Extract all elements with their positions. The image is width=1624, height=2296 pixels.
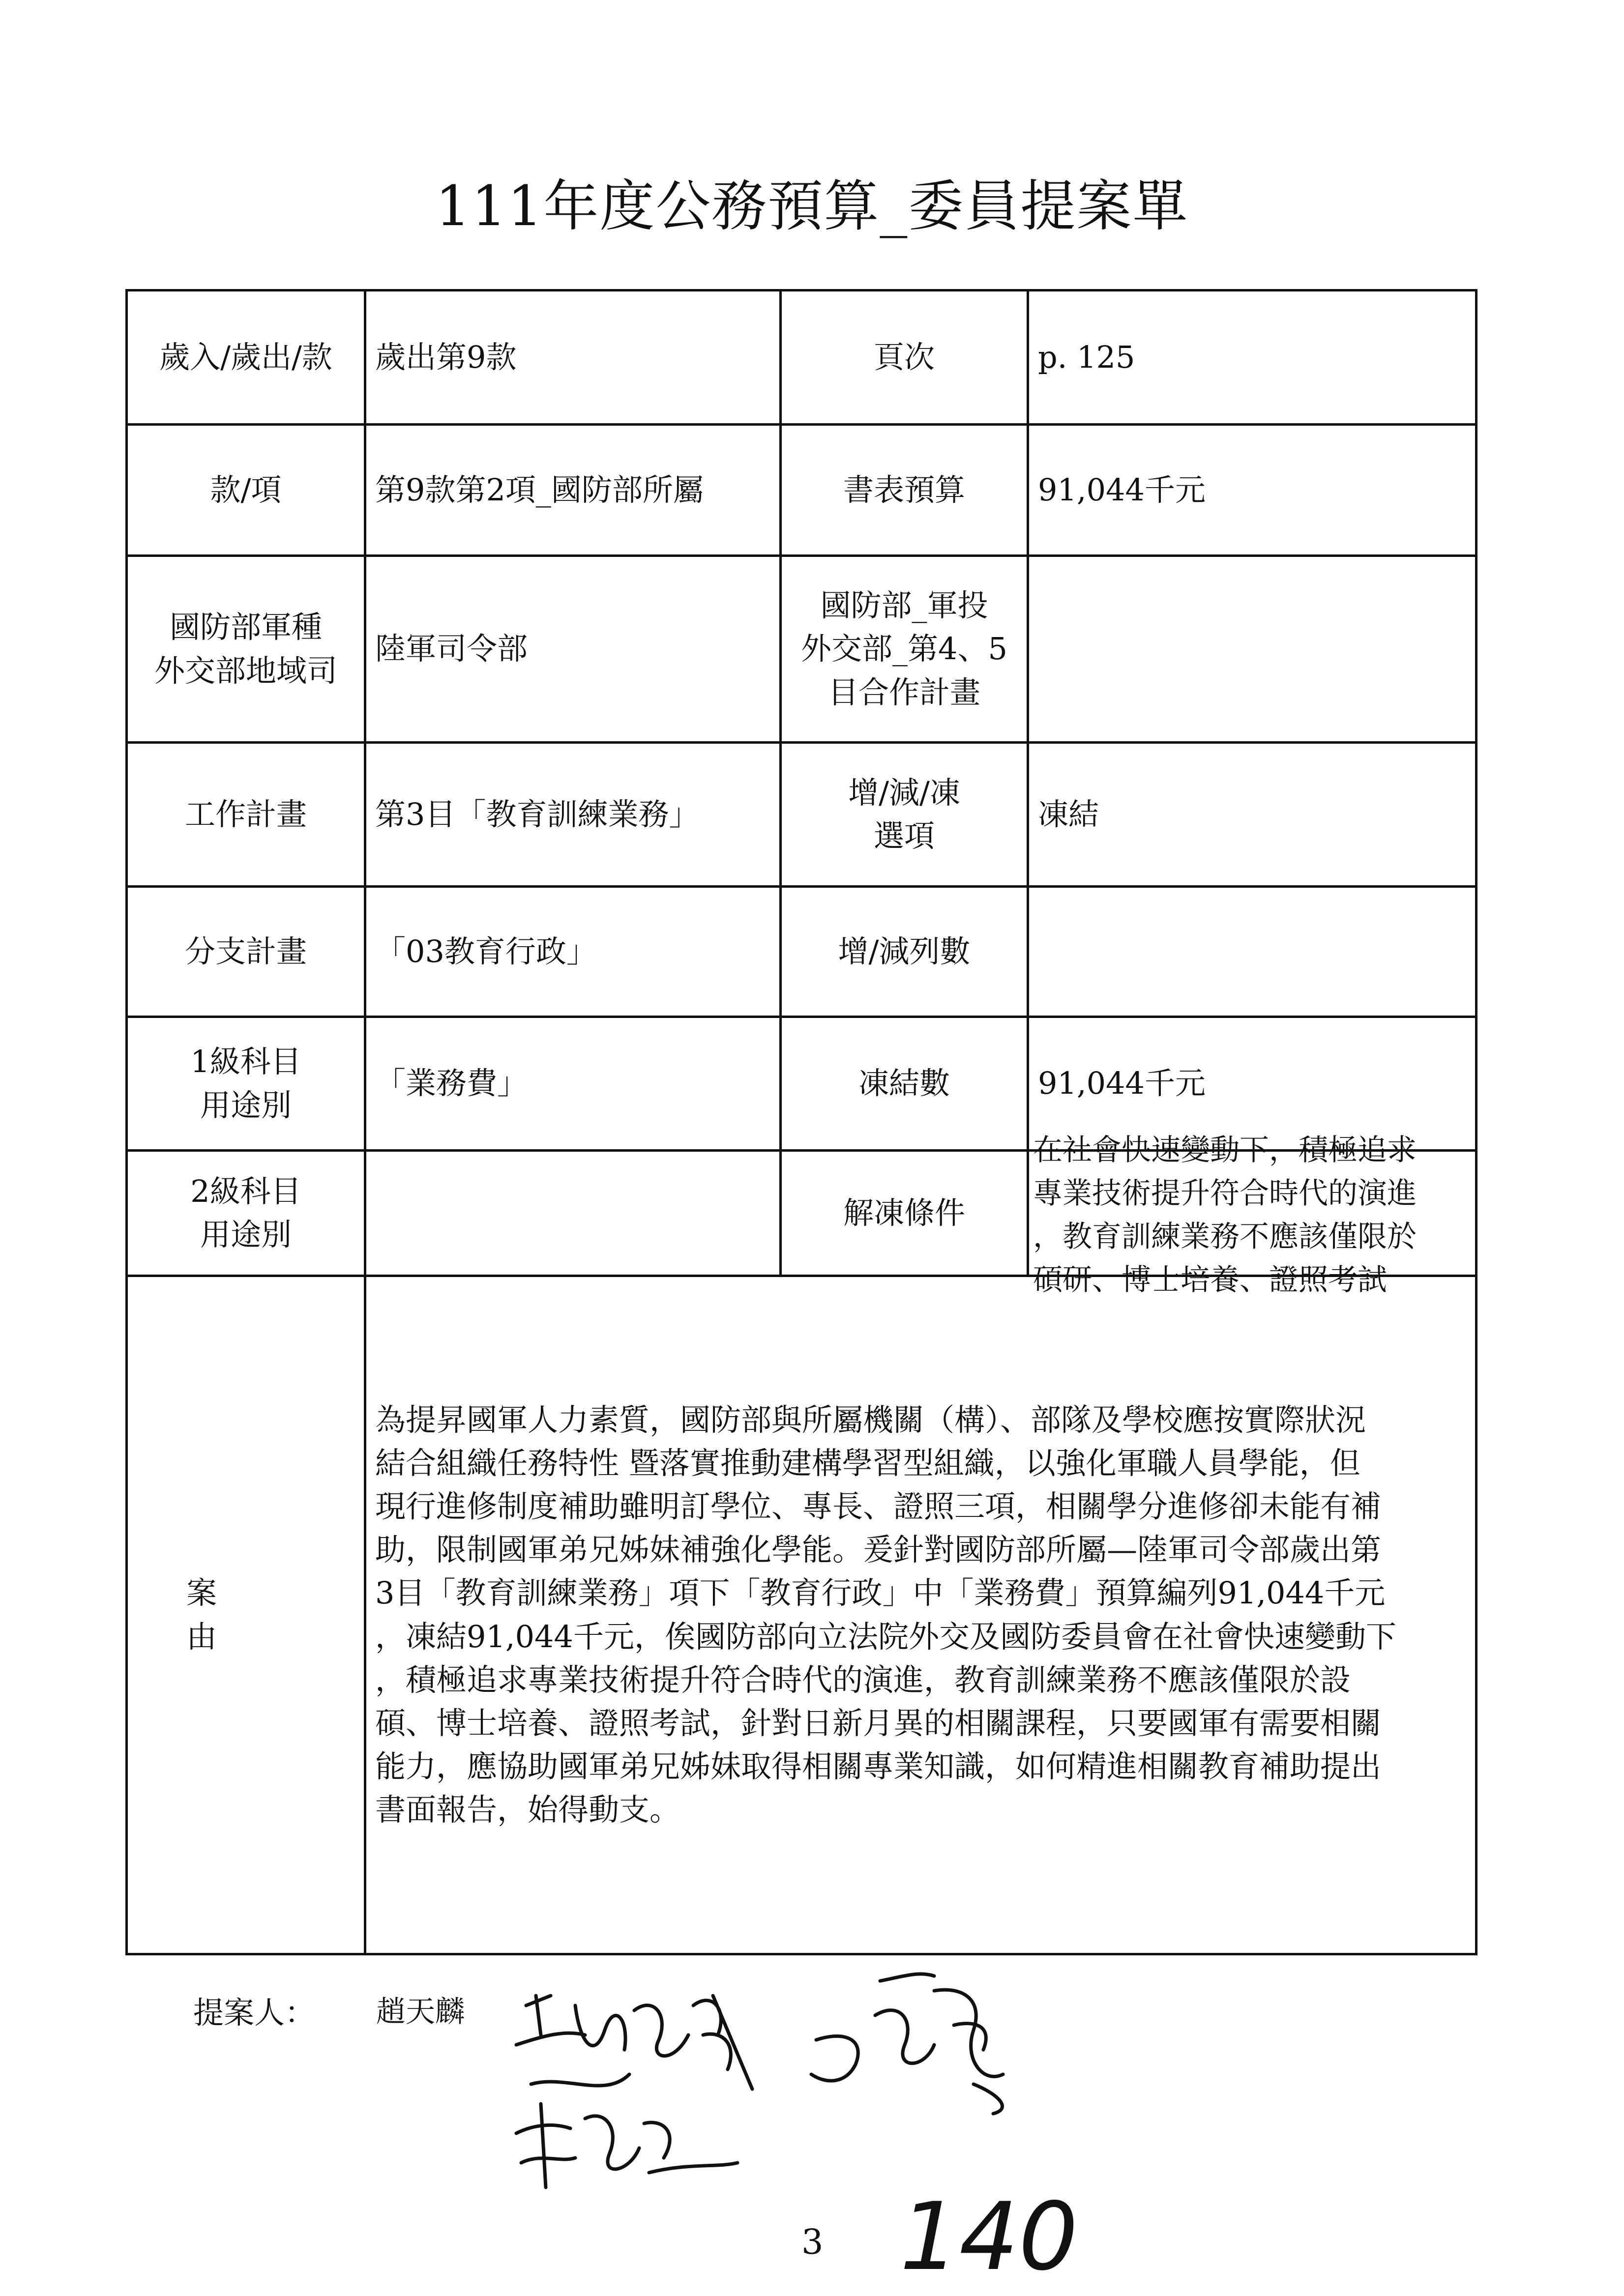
text-line: ，積極追求專業技術提升符合時代的演進，教育訓練業務不應該僅限於設 <box>375 1661 1351 1698</box>
signature-3-icon <box>502 2089 747 2202</box>
label-line: 2級科目 <box>190 1173 301 1209</box>
label-line: 目合作計畫 <box>827 674 980 710</box>
proposal-form-table <box>125 289 1477 1955</box>
table-row <box>127 887 1476 1017</box>
table-row <box>127 743 1476 887</box>
field-value: 「業務費」 <box>365 1017 781 1151</box>
field-value <box>365 1151 781 1276</box>
text-line: 專業技術提升符合時代的演進 <box>1033 1176 1417 1211</box>
field-label <box>127 556 365 743</box>
field-value: p. 125 <box>1028 291 1476 425</box>
label-line: 用途別 <box>200 1087 292 1123</box>
field-label: 解凍條件 <box>781 1151 1028 1276</box>
label-line: 外交部_第4、5 <box>801 631 1007 667</box>
field-label: 凍結數 <box>781 1017 1028 1151</box>
table-row <box>127 556 1476 743</box>
unfreeze-condition-clip <box>1033 1133 1471 1297</box>
field-label: 書表預算 <box>781 425 1028 556</box>
text-line: 助，限制國軍弟兄姊妹補強化學能。爰針對國防部所屬—陸軍司令部歲出第 <box>375 1532 1382 1568</box>
text-line: 為提昇國軍人力素質，國防部與所屬機關（構）、部隊及學校應按實際狀況 <box>375 1402 1366 1438</box>
field-label <box>127 1017 365 1151</box>
table-row <box>127 291 1476 425</box>
proposer-name: 趙天麟 <box>376 1995 465 2029</box>
field-label: 頁次 <box>781 291 1028 425</box>
field-value <box>1028 556 1476 743</box>
field-value: 凍結 <box>1028 743 1476 887</box>
table-row <box>127 1276 1476 1954</box>
proposer-label: 提案人： <box>193 1995 316 2031</box>
label-line: 外交部地域司 <box>154 652 337 689</box>
field-value: 第3目「教育訓練業務」 <box>365 743 781 887</box>
table-row <box>127 425 1476 556</box>
field-label: 分支計畫 <box>127 887 365 1017</box>
reason-text <box>365 1276 1476 1954</box>
field-value: 91,044千元 <box>1028 425 1476 556</box>
text-line: ，教育訓練業務不應該僅限於 <box>1033 1220 1417 1254</box>
text-line: 結合組織任務特性 暨落實推動建構學習型組織，以強化軍職人員學能，但 <box>375 1445 1360 1482</box>
field-value: 陸軍司令部 <box>365 556 781 743</box>
text-line: ，凍結91,044千元，俟國防部向立法院外交及國防委員會在社會快速變動下 <box>375 1618 1396 1655</box>
field-value: 歲出第9款 <box>365 291 781 425</box>
field-label <box>781 556 1028 743</box>
field-label: 增/減列數 <box>781 887 1028 1017</box>
field-value: 91,044千元 <box>1028 1017 1476 1151</box>
unfreeze-condition-cell <box>1028 1133 1476 1297</box>
document-title: 111年度公務預算_委員提案單 <box>435 174 1189 238</box>
label-line: 國防部軍種 <box>169 609 322 645</box>
field-value: 「03教育行政」 <box>365 887 781 1017</box>
field-value: 第9款第2項_國防部所屬 <box>365 425 781 556</box>
label-line: 國防部_軍投 <box>820 587 988 624</box>
label-line: 增/減/凍 <box>848 774 960 811</box>
text-line: 碩、博士培養、證照考試，針對日新月異的相關課程，只要國軍有需要相關 <box>375 1705 1382 1741</box>
text-line: 現行進修制度補助雖明訂學位、專長、證照三項，相關學分進修卻未能有補 <box>375 1488 1382 1525</box>
label-line: 用途別 <box>200 1217 292 1252</box>
text-line: 能力，應協助國軍弟兄姊妹取得相關專業知識，如何精進相關教育補助提出 <box>375 1748 1382 1784</box>
text-line: 在社會快速變動下，積極追求 <box>1033 1133 1417 1167</box>
field-value <box>1028 887 1476 1017</box>
field-label: 歲入/歲出/款 <box>127 291 365 425</box>
text-line: 碩研、博士培養、證照考試 <box>1033 1263 1387 1297</box>
text-line: 書面報告，始得動支。 <box>375 1791 680 1828</box>
handwritten-page-number: 140 <box>900 2182 1078 2291</box>
text-line: 3目「教育訓練業務」項下「教育行政」中「業務費」預算編列91,044千元 <box>375 1575 1386 1611</box>
label-line: 選項 <box>873 818 935 854</box>
unfreeze-condition-text <box>1033 1129 1417 1302</box>
signature-2-icon <box>787 1961 1042 2123</box>
field-label <box>127 1151 365 1276</box>
field-label: 款/項 <box>127 425 365 556</box>
field-label <box>781 743 1028 887</box>
field-label: 工作計畫 <box>127 743 365 887</box>
table-row <box>127 1151 1476 1276</box>
label-line: 1級科目 <box>190 1044 301 1080</box>
page-number: 3 <box>801 2222 824 2262</box>
reason-label: 案由 <box>127 1276 365 1954</box>
